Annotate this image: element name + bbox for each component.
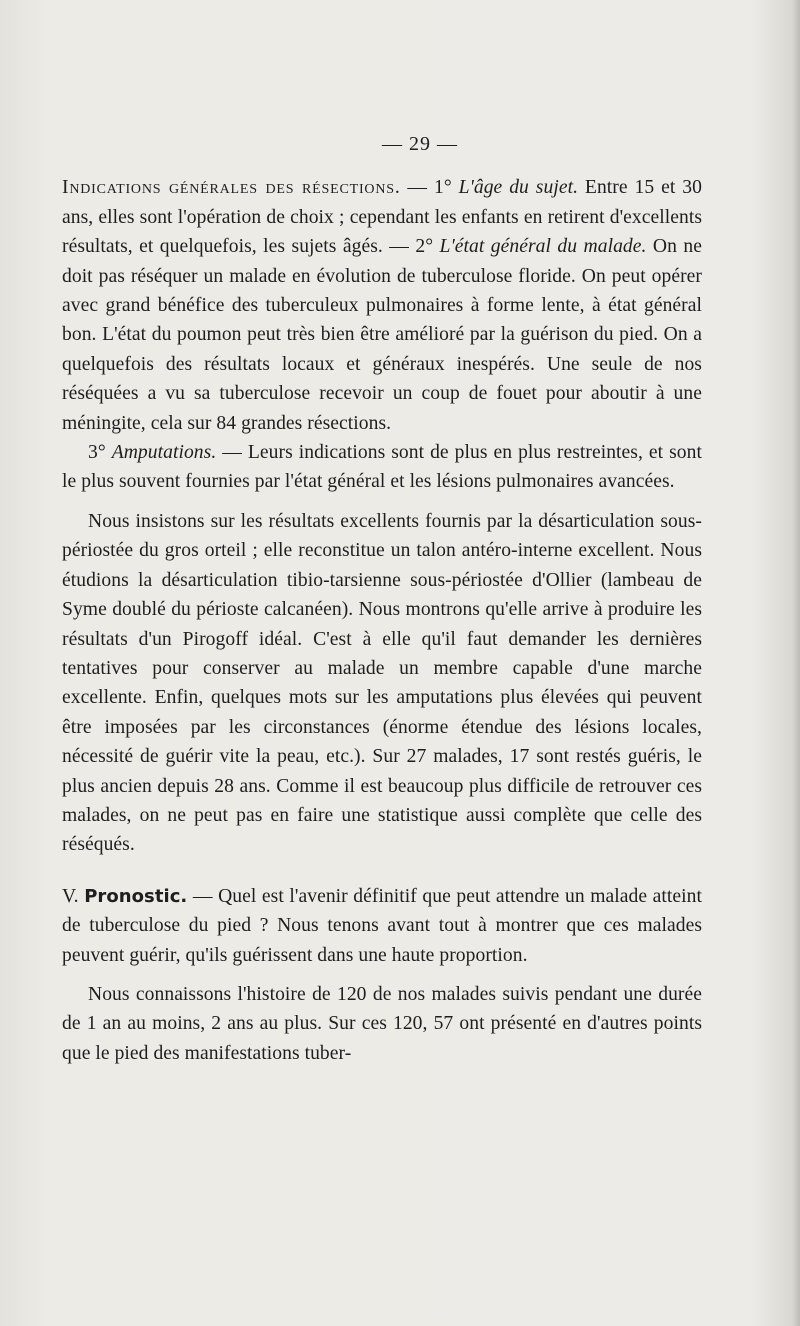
body-text: — Quel est l'avenir définitif que peut attendre un malade atteint de tuberculose du pied ? Nous tenons avant tout à montrer que ces malades peuvent guérir, qu'ils guérissent dans une haute proportion.: [62, 885, 702, 966]
subtitle-age: L'âge du sujet.: [458, 177, 579, 199]
section-title: Pronostic.: [84, 885, 188, 907]
paragraph-amputations: [62, 438, 702, 497]
paragraph-results: Nous insistons sur les résultats excellents fournis par la désarticulation sous-périostée du gros orteil ; elle reconstitue un talon antéro-interne excellent. Nous étudions la désarticulation tibio-tarsienne sous-périostée d'Ollier (lambeau de Syme doublé du périoste calcanéen). Nous montrons qu'elle arrive à produire les résultats d'un Pirogoff idéal. C'est à elle qu'il faut demander les dernières tentatives pour conserver au malade un membre capable d'une marche excellente. Enfin, quelques mots sur les amputations plus élevées qui peuvent être imposées par les circonstances (énorme étendue des lésions locales, nécessité de guérir vite la peau, etc.). Sur 27 malades, 17 sont restés guéris, le plus ancien depuis 28 ans. Comme il est beaucoup plus difficile de retrouver ces malades, on ne peut pas en faire une statistique aussi complète que celle des réséqués.: [62, 510, 702, 856]
body-text: On ne doit pas réséquer un malade en évolution de tuberculose floride. On peut opérer avec grand bénéfice des tuberculeux pulmonaires à forme lente, à état général bon. L'état du poumon peut très bien être amélioré par la guérison du pied. On a quelquefois des résultats locaux et généraux inespérés. Une seule de nos réséquées a vu sa tuberculose recevoir un coup de fouet pour aboutir à une méningite, cela sur 84 grandes résections.: [62, 236, 702, 434]
body-text: Entre 15 et 30 ans, elles sont l'opération de choix ; cependant les enfants en retirent d'excellents résultats, et quelquefois, les sujets âgés. —: [62, 177, 702, 258]
paragraph-statistics: Nous connaissons l'histoire de 120 de nos malades suivis pendant une durée de 1 an au moins, 2 ans au plus. Sur ces 120, 57 ont présenté en d'autres points que le pied des manifestations tuber-: [62, 983, 702, 1064]
item-number: 3°: [88, 442, 112, 464]
item-number: 2°: [415, 236, 440, 258]
subtitle-amputations: Amputations.: [111, 442, 217, 464]
paragraph-pronostic: [62, 882, 702, 970]
paragraph-indications: [62, 173, 702, 438]
section-number: V.: [62, 885, 85, 907]
dash: —: [400, 177, 434, 199]
page-body: [62, 130, 702, 1068]
body-text: — Leurs indications sont de plus en plus restreintes, et sont le plus souvent fournies par l'état général et les lésions pulmonaires avancées.: [62, 442, 702, 493]
item-number: 1°: [434, 177, 459, 199]
subtitle-etat: L'état général du malade.: [439, 236, 647, 258]
section-heading: Indications générales des résections.: [62, 177, 401, 199]
page-number: — 29 —: [382, 133, 458, 155]
